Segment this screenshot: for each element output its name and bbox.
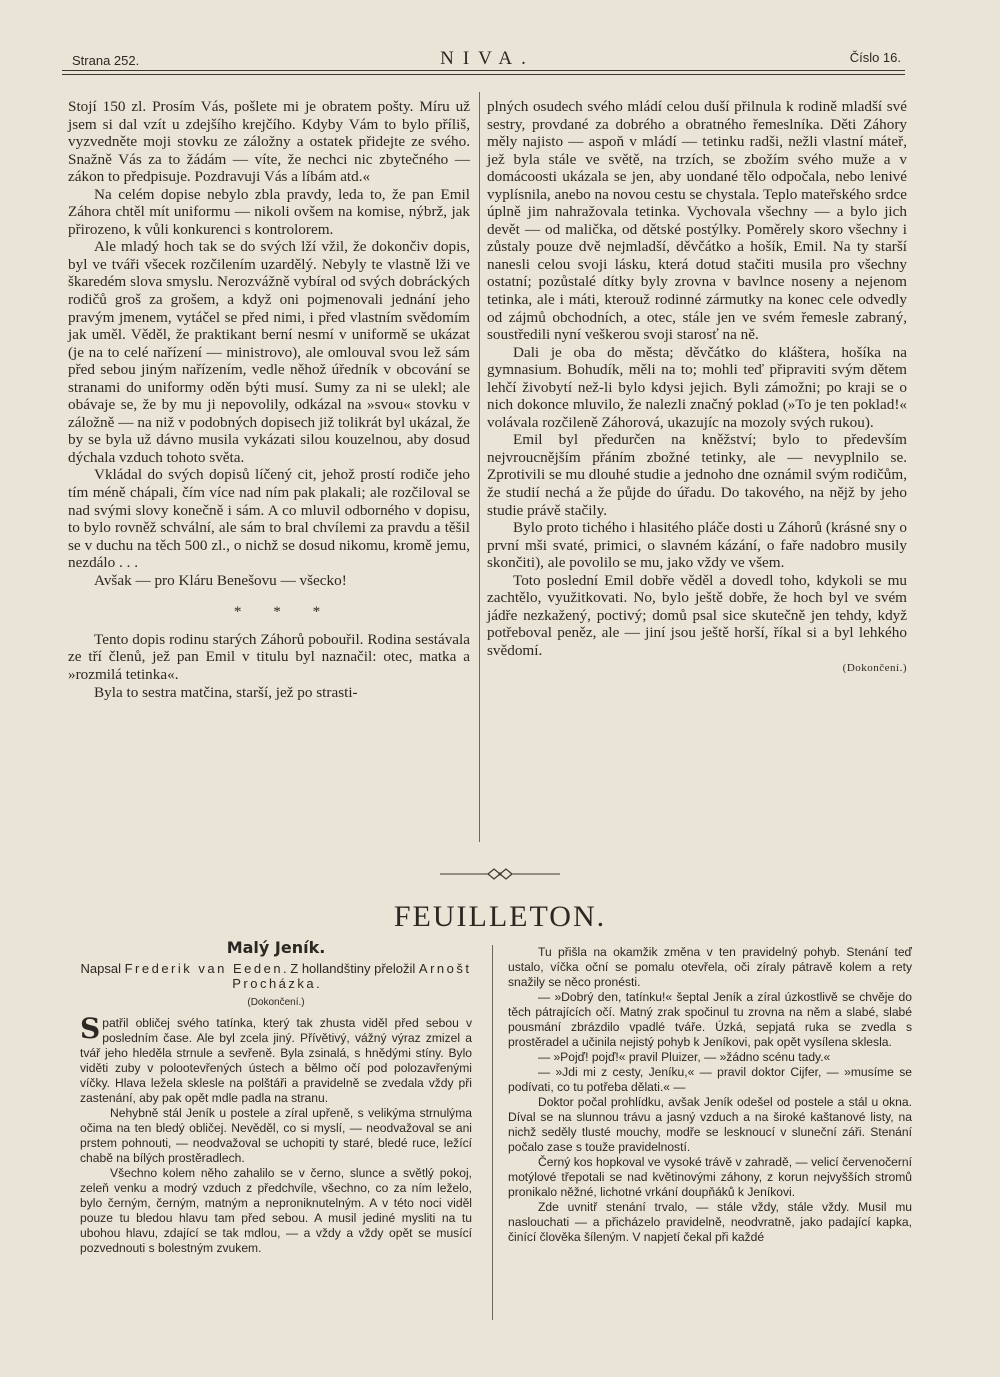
- upper-right-column: [487, 98, 907, 843]
- paragraph: Vkládal do svých dopisů líčený cit, jehož prostí rodiče jeho tím méně chápali, čím více nad ním pak plakali; ale rozčiloval se nad svými slovy konečně i sám. A co mluvil odborného v dopisu, to bylo rovněž schvální, ale sám to bral chvílemi za pravdu a těšil se v duchu na těch 500 zl., o nichž se dosud nikomu, kromě jemu, nezdálo . . .: [68, 466, 470, 572]
- paragraph: Stojí 150 zl. Prosím Vás, pošlete mi je obratem pošty. Míru už jsem si dal vzít u zdejšího krejčího. Kdyby Vám to bylo příliš, vyzvedněte moji stovku ze záložny a ostatek přidejte ze svého. Snažně Vás za to žádám — víte, že nechci nic zbytečného — zákon to předpisuje. Pozdravuji Vás a líbám atd.«: [68, 98, 470, 186]
- byline-text: . Z hollandštiny přeložil: [283, 961, 416, 976]
- drop-cap: S: [80, 1012, 101, 1045]
- ornament-icon: [400, 868, 600, 880]
- paragraph: — »Dobrý den, tatínku!« šeptal Jeník a zíral úzkostlivě se chvěje do těch pátrajících očí. Matný zrak spočinul tu zrovna na něm a slabé, slabé pousmání zbrázdilo vpadlé tváře. Úzká, sepjatá ruka se zvedla s prostěradel a učinila nejistý pohyb k Jeníkovi, pak opět vysílena sklesla.: [508, 990, 912, 1049]
- paragraph-text: patřil obličej svého tatínka, který tak zhusta viděl před sebou v posledním čase. Ale byl zcela jiný. Přívětivý, vážný výraz zmizel a tvář jeho hleděla strnule a sevřeně. Byla zsinalá, s hnědými stíny. Bylo viděti zuby v polootevřených ústech a bělmo očí pod polozavřenými víčky. Hlava ležela sklesle na polštáři a pravidelně se zvedala vždy při zastenání, aby pak opět mdle padla na stranu.: [80, 1016, 472, 1105]
- paragraph: Na celém dopise nebylo zbla pravdy, leda to, že pan Emil Záhora chtěl mít uniformu — nikoli ovšem na komise, nýbrž, jak přirozeno, k vůli konkurenci s kontrolorem.: [68, 185, 470, 238]
- paragraph: Bylo proto tichého i hlasitého pláče dosti u Záhorů (krásné sny o první mši svaté, primici, o slavném kázání, o faře nadobro musily skončiti), ale povolilo se mu, jako vždy ve všem.: [487, 519, 907, 572]
- paragraph: Emil byl předurčen na kněžství; bylo to především nejvroucnějším přáním zbožné tetinky, ale — nevyplnilo se. Zprotivili se mu dlouhé studie a jednoho dne oznámil svým rodičům, že studií nechá a že půjde do úřadu. Do takového, na nějž by jeho studie právě stačily.: [487, 431, 907, 519]
- story-byline: [80, 961, 472, 991]
- paragraph: [80, 1012, 472, 1106]
- paragraph: plných osudech svého mládí celou duší přilnula k rodině mladší své sestry, provdané za dobrého a obratného řemeslníka. Děti Záhory měly najisto — aspoň v mládí — tetinku radši, nežli vlastní máteř, jež byla stále ve světě, na trzích, se zbožím svého muže a v domácoosti ukázala se jen, aby uondané tělo odpočala, nebo lenivé vyplísnila, anebo na novou cestu se chystala. Teplo mateřského srdce úplně jim nahražovala tetinka. Vychovala všechny — a bylo jich devět — od malička, od dětské postýlky. Poměrely skoro všechny i zůstaly pouze dvě nejmladší, děvčátko a hošík, Emil. Na ty starší nanesli celou svoji lásku, která dotud stačiti musila pro všechny ostatní; pozůstalé dítky byly zrovna v bavlnce noseny a nejenom tetinka, ale i máti, kterouž rodinné zármutky na konec cele odvedly od zájmů obchodních, a otec, stále jen ve svém řemesle zabraný, soustředili nyní veškerou svoji starosť na ně.: [487, 98, 907, 344]
- author-name: Frederik van Eeden: [124, 961, 284, 976]
- paragraph: — »Pojď! pojď!« pravil Pluizer, — »žádno scénu tady.«: [538, 1050, 831, 1064]
- journal-title: NIVA.: [440, 48, 535, 69]
- upper-left-column: [68, 98, 470, 843]
- column-divider: [479, 92, 480, 842]
- story-left-column: [80, 940, 472, 1320]
- continuation-note: (Dokončení.): [247, 997, 305, 1008]
- paragraph: Dali je oba do města; děvčátko do kláštera, hošíka na gymnasium. Bohudík, měli na to; mohli teď připraviti svým dětem lehčí živobytí než-li bylo kdysi jejich. Byli zámožni; po kraji se o nich dokonce mluvilo, že nalezli značný poklad (»To je ten poklad!« volávala rozčileně Záhorová, ukazujíc na mozoly svých rukou).: [487, 343, 907, 431]
- paragraph: Zde uvnitř stenání trvalo, — stále vždy, stále vždy. Musil mu naslouchati — a přicházelo pravidelně, neodvratně, jako padající kapka, činící člověka šíleným. V napjetí čekal při každé: [508, 1200, 912, 1244]
- continued-note: (Dokončení.): [842, 661, 907, 674]
- header-rule: [62, 70, 905, 75]
- paragraph: Všechno kolem něho zahalilo se v černo, slunce a světlý pokoj, zeleň venku a modrý vzduch z předchvíle, všechno, co za ním leželo, bylo černým, černým, matným a neproniknutelným. A v této noci viděl pouze tu bledou hlavu tam před sebou. A musil jediné mysliti na tu ubohou hlavu, zdající se tak mdlou, — a vždy a vždy opět se musící pozvednouti s bolestným zvukem.: [80, 1166, 472, 1255]
- page-number: Strana 252.: [72, 53, 140, 68]
- paragraph: Byla to sestra matčina, starší, jež po strasti-: [94, 683, 358, 701]
- paragraph: Avšak — pro Kláru Benešovu — všecko!: [94, 571, 347, 589]
- paragraph: Tento dopis rodinu starých Záhorů pobouřil. Rodina sestávala ze tří členů, jež pan Emil v titulu byl naznačil: otec, matka a »rozmilá tetinka«.: [68, 630, 470, 683]
- paragraph: Ale mladý hoch tak se do svých lží vžil, že dokončiv dopis, byl ve tváři všecek rozčilením uzardělý. Nebyly te vlastně lži ve škaredém slova smyslu. Nerozvážně vybíral od svých dobráckých rodičů groš za grošem, a když oni pojmenovali jednání jeho pravým jmenem, vytáčel se před nimi, i před vlastním svědomím jak uměl. Věděl, že praktikant berní nesmí v uniformě se ukázat (je na to celé nařízení — ministrovo), ale omlouval svou lež sám před sebou jiným nařízením, vedle něhož úředník v obcování se stranami do uniformy oděn býti musí. Sumy za ni se ulekl; ale obávaje se, že by mu ji nepovolily, odkázal na »svou« stovku v záložně — na niž v podobných dopisech již tolikrát byl ukázal, že by se byla už dávno musila vykázati silou kouzelnou, aby dosud dýchala vzduch tohoto světa.: [68, 238, 470, 466]
- byline-text: Napsal: [80, 961, 121, 976]
- paragraph: Černý kos hopkoval ve vysoké trávě v zahradě, — velicí červenočerní motýlové třepotali se nad květinovými záhony, z korun nejvyšších stromů pronikalo něžné, lichotné vrkání doupňáků k Jeníkovi.: [508, 1155, 912, 1199]
- section-separator: * * *: [233, 603, 335, 621]
- column-divider: [492, 945, 493, 1320]
- paragraph: Toto poslední Emil dobře věděl a dovedl toho, kdykoli se mu zachtělo, využitkovati. No, bylo ještě dobře, že hoch byl ve svém jádře nezkažený, poctivý; domů psal sice skutečně jen tehdy, když potřeboval peněz, ale — jiní jsou ještě horší, říkal si a byl lehkého svědomí.: [487, 571, 907, 659]
- issue-number: Číslo 16.: [849, 50, 901, 65]
- paragraph: Nehybně stál Jeník u postele a zíral upřeně, s velikýma strnulýma očima na ten bledý obličej. Nevěděl, co si myslí, — neodvažoval se ani prstem pohnouti, — neodvažoval se uchopiti ty staré, bledé ruce, ležící chabě na bílých prostěradlech.: [80, 1106, 472, 1165]
- section-title: FEUILLETON.: [393, 900, 607, 933]
- translator-name: Arnošt Procházka: [232, 961, 472, 991]
- paragraph: Tu přišla na okamžik změna v ten pravidelný pohyb. Stenání teď ustalo, víčka oční se pomalu otevřela, oči zíraly pátravě kolem a rety snažily se něco pronésti.: [508, 945, 912, 989]
- ornament-divider: [400, 868, 600, 883]
- running-header: [70, 50, 905, 70]
- story-right-column: [508, 945, 912, 1325]
- byline-text: .: [316, 976, 320, 991]
- paragraph: Doktor počal prohlídku, avšak Jeník odešel od postele a stál u okna. Díval se na slunnou trávu a jasný vzduch a na široké kaštanové listy, na nichž seděly tlusté mouchy, modře se lesknoucí v sluneční záři. Stenání počalo zase s touže pravidelností.: [508, 1095, 912, 1154]
- story-title: Malý Jeník.: [226, 938, 326, 957]
- paragraph: — »Jdi mi z cesty, Jeníku,« — pravil doktor Cijfer, — »musíme se podívati, co tu potřeba dělati.« —: [508, 1065, 912, 1094]
